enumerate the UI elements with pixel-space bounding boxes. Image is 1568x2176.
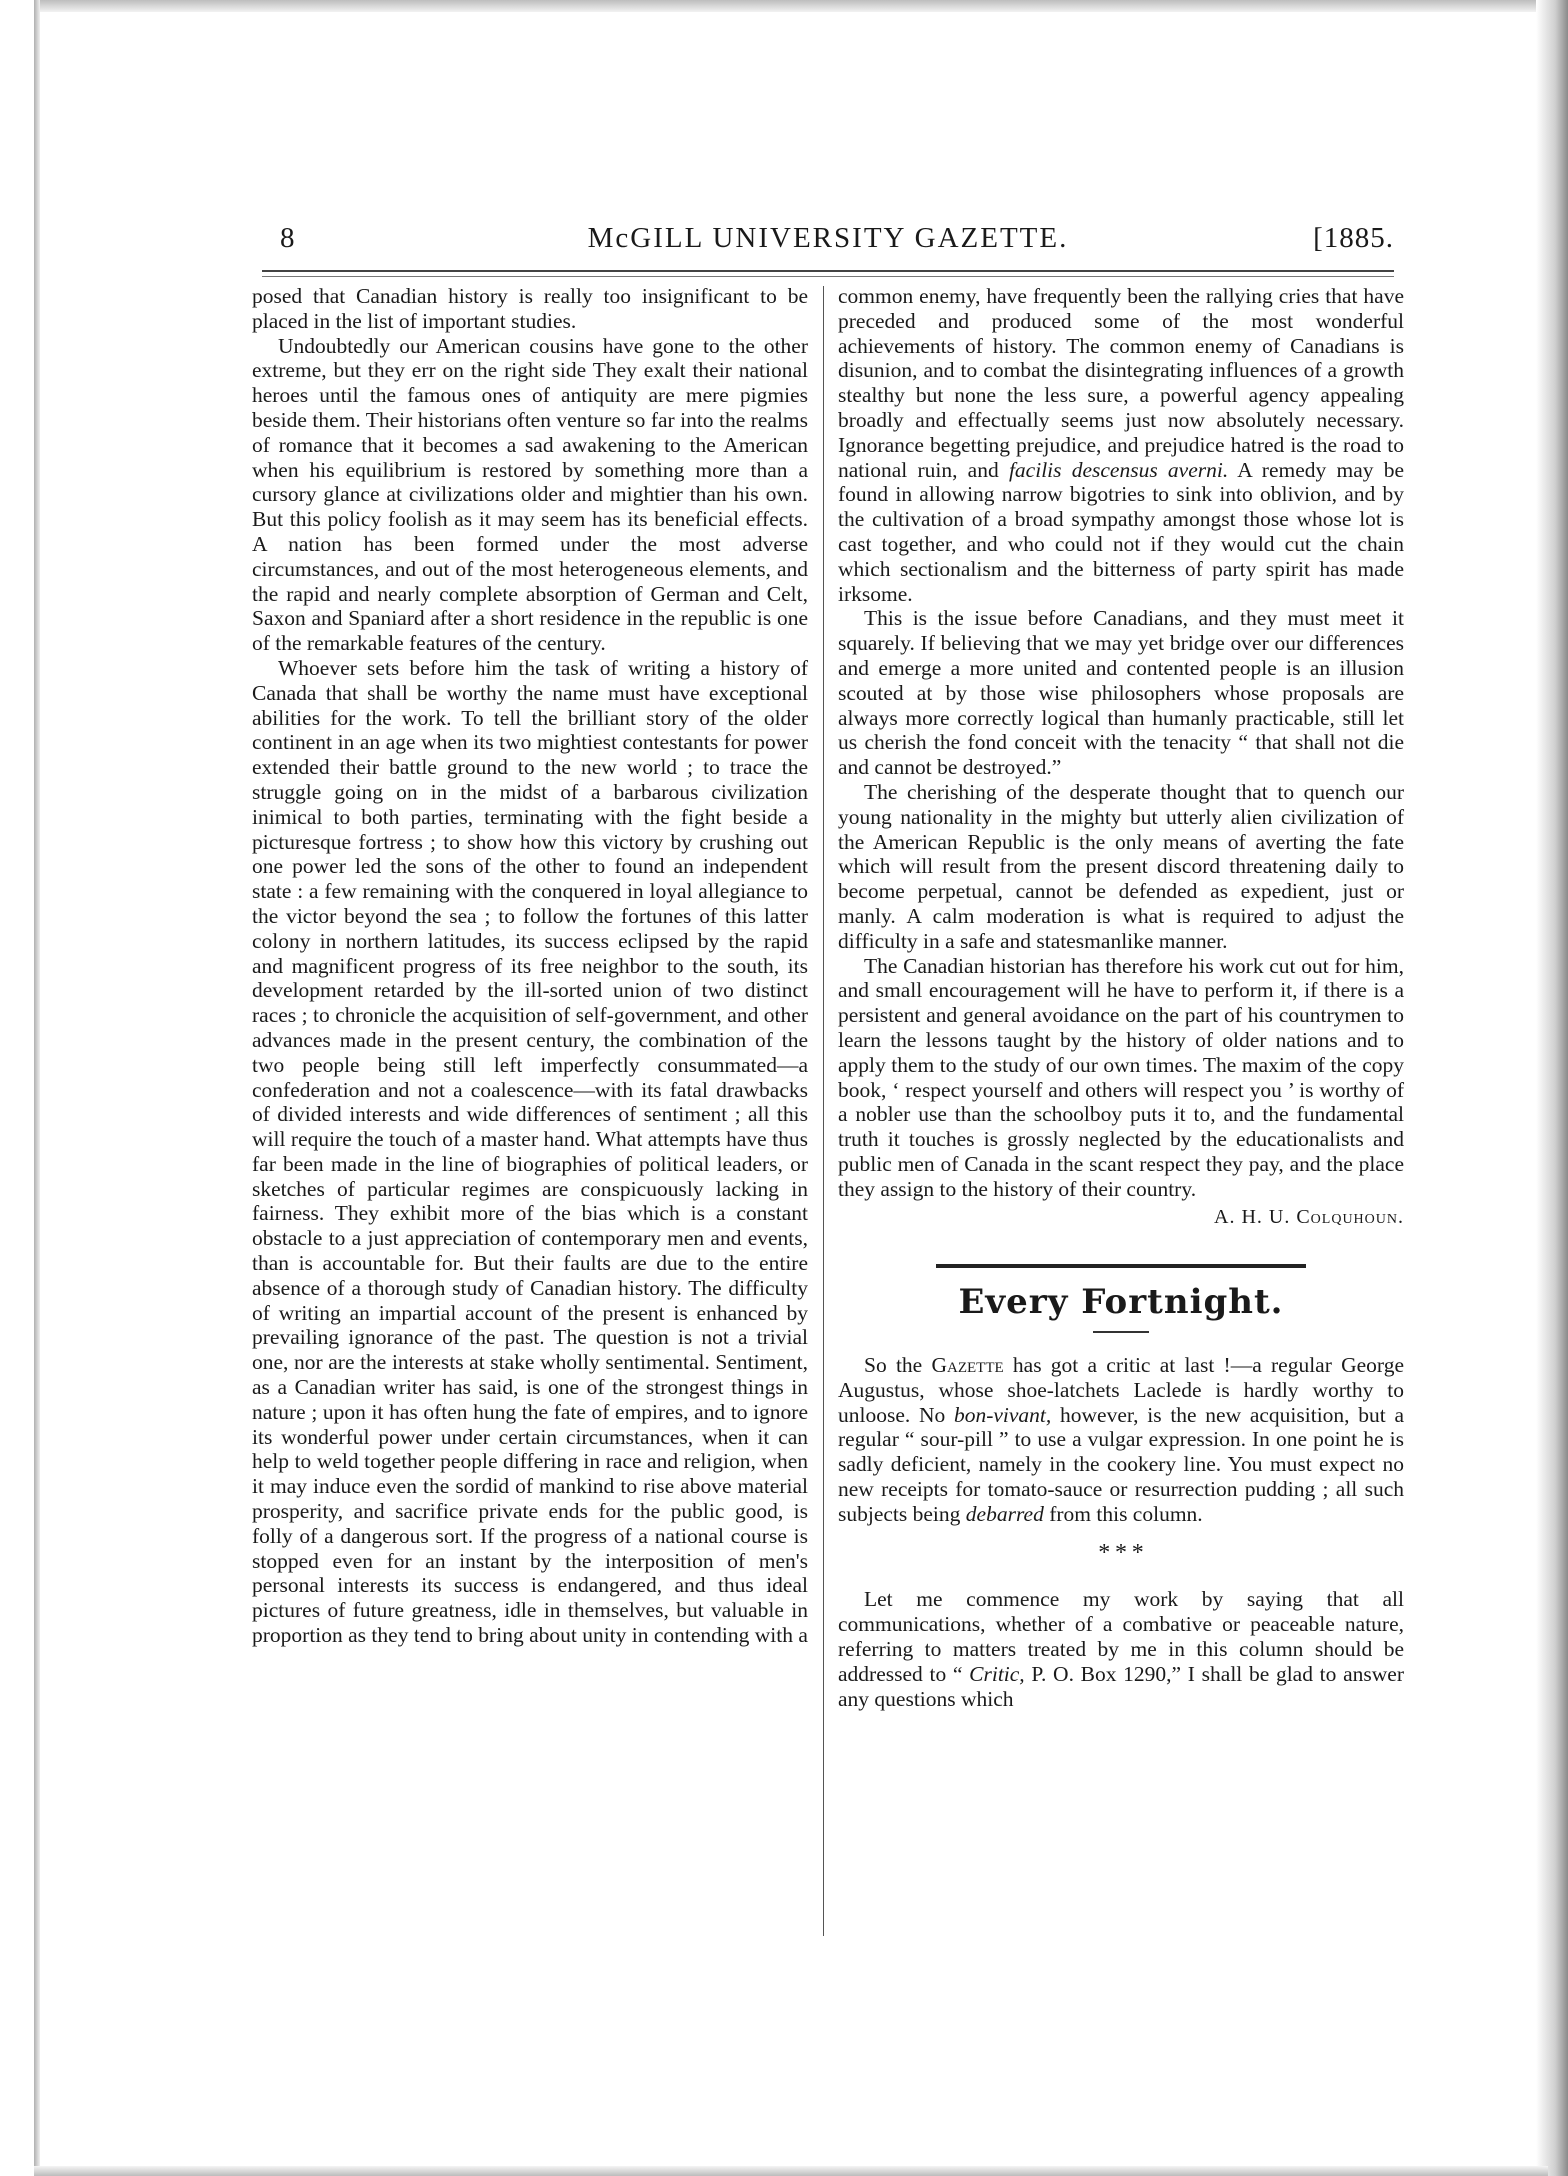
publication-title: McGILL UNIVERSITY GAZETTE.: [587, 222, 1069, 254]
debarred-italic: debarred: [965, 1501, 1044, 1526]
running-header: [262, 222, 1394, 262]
latin-phrase: facilis descensus averni.: [1008, 457, 1229, 482]
left-paragraph-2: Undoubtedly our American cousins have gone to the other extreme, but they err on the right side They exalt their national heroes until the famous ones of antiquity are mere pigmies beside them. Their historians often venture so far into the realms of romance that it becomes a sad awakening to the American when his equilibrium is restored by something more than a cursory glance at civilizations older and mightier than his own. But this policy foolish as it may seem has its beneficial effects. A nation has been formed under the most adverse circumstances, and out of the most heterogeneous elements, and the rapid and nearly complete absorption of German and Celt, Saxon and Spaniard after a short residence in the republic is one of the remarkable features of the century.: [252, 333, 808, 656]
title-underline: [1093, 1331, 1149, 1333]
right-paragraph-1-end: A remedy may be found in allowing narrow bigotries to sink into oblivion, and by the cultivation of a broad sympathy amongst those whose lot is cast together, and who could not if they would cut the chain which sectionalism and the bitterness of party spirit has made irksome.: [838, 457, 1404, 606]
bon-vivant-italic: bon-vivant,: [953, 1402, 1052, 1427]
section-title: Every Fortnight.: [958, 1282, 1284, 1323]
right-column: [838, 284, 1404, 1711]
page-number: 8: [280, 222, 296, 254]
gazette-name: Gazette: [931, 1353, 1004, 1378]
fortnight-paragraph-1: [838, 1353, 1404, 1527]
right-paragraph-1-text: common enemy, have frequently been the rallying cries that have preceded and produced some of the most wonderful achievements of history. The common enemy of Canadians is disunion, and to combat the disintegrating influences of a growth stealthy but none the less sure, a powerful agency appealing broadly and effectually seems just now absolutely necessary. Ignorance begetting prejudice, and prejudice hatred is the road to national ruin, and: [838, 284, 1404, 482]
fortnight-p1-text-c: however, is the new acquisition, but a regular “ sour-pill ” to use a vulgar expression. In one point he is sadly deficient, namely in the cookery line. You must expect no new receipts for tomato-sauce or resurrection pudding ; all such subjects being: [838, 1402, 1404, 1526]
right-paragraph-2: This is the issue before Canadians, and they must meet it squarely. If believing that we may yet bridge over our differences and emerge a more united and contented people is an illusion scouted at by those wise philosophers whose proposals are always more correctly logical than humanly practicable, still let us cherish the fond conceit with the tenacity “ that shall not die and cannot be destroyed.”: [838, 606, 1404, 780]
right-paragraph-3: The cherishing of the desperate thought that to quench our young nationality in the mighty but utterly alien civilization of the American Republic is the only means of averting the fate which will result from the present discord threatening daily to become perpetual, cannot be defended as expedient, just or manly. A calm moderation is what is required to adjust the difficulty in a safe and statesmanlike manner.: [838, 779, 1404, 953]
page-edge-top: [40, 0, 1548, 12]
left-paragraph-3: Whoever sets before him the task of writing a history of Canada that shall be worthy the name must have exceptional abilities for the work. To tell the brilliant story of the older continent in an age when its two mightiest contestants for power extended their battle ground to the new world ; to trace the struggle going on in the midst of a barbarous civilization inimical to both parties, terminating with the fight beside a picturesque fortress ; to show how this victory by crushing out one power led the sons of the other to found an independent state : a few remaining with the conquered in loyal allegiance to the victor beyond the sea ; to follow the fortunes of this latter colony in northern latitudes, its success eclipsed by the rapid and magnificent progress of its free neighbor to the south, its development retarded by the ill-sorted union of two distinct races ; to chronicle the acquisition of self-government, and other advances made in the present century, the combination of the two people being still left imperfectly consummated—a confederation and not a coalescence—with its fatal drawbacks of divided interests and wide differences of sentiment ; all this will require the touch of a master hand. What attempts have thus far been made in the line of biographies of political leaders, or sketches of particular regimes are conspicuously lacking in fairness. They exhibit more of the bias which is a constant obstacle to a just appreciation of contemporary men and events, than is accountable for. But their faults are due to the entire absence of a thorough study of Canadian history. The difficulty of writing an impartial account of the present is enhanced by prevailing ignorance of the past. The question is not a trivial one, nor are the interests at stake wholly sentimental. Sentiment, as a Canadian writer has said, is one of the strongest things in nature ; upon it has often hung the fate of empires, and to ignore its wonderful power under certain circumstances, when it can help to weld together people differing in race and religion, when it may induce even the sordid of mankind to rise above material prosperity, and sacrifice private ends for the public good, is folly of a dangerous sort. If the progress of a national course is stopped even for an instant by the interposition of men's personal interests its success is endangered, and thus ideal pictures of future greatness, idle in themselves, but valuable in proportion as they tend to bring about unity in contending with a: [252, 655, 808, 1648]
fortnight-p1-text-b: has got a critic at last !—a regular George Augustus, whose shoe-latchets Laclede is hardly worthy to unloose. No: [838, 1353, 1404, 1427]
section-divider: [936, 1264, 1306, 1268]
page-edge-right: [1536, 0, 1568, 2176]
asterism: * * *: [1098, 1539, 1144, 1566]
right-paragraph-4: The Canadian historian has therefore his work cut out for him, and small encouragement will he have to perform it, if there is a persistent and general avoidance on the part of his countrymen to learn the lessons taught by the history of older nations and to apply them to the study of our own times. The maxim of the copy book, ‘ respect yourself and others will respect you ’ is worthy of a nobler use than the schoolboy puts it to, and the fundamental truth it touches is grossly neglected by the educationalists and public men of Canada in the scant respect they pay, and the place they assign to the history of their country.: [838, 953, 1404, 1201]
page-edge-left: [34, 0, 40, 2176]
right-paragraph-1: [838, 284, 1404, 606]
fortnight-p2-text-b: P. O. Box 1290,” I shall be glad to answer any questions which: [838, 1661, 1404, 1711]
page-edge-bottom: [34, 2166, 1548, 2176]
left-paragraph-1: posed that Canadian history is really too insignificant to be placed in the list of important studies.: [252, 284, 808, 333]
critic-italic: Critic,: [969, 1661, 1025, 1686]
fortnight-paragraph-2: [838, 1587, 1404, 1711]
fortnight-p1-text-d: from this column.: [1043, 1501, 1203, 1526]
fortnight-p2-text-a: Let me commence my work by saying that all communications, whether of a combative or peaceable nature, referring to matters treated by me in this column should be addressed to “: [838, 1587, 1404, 1686]
fortnight-p1-text-a: So the: [864, 1353, 932, 1378]
column-divider: [823, 286, 824, 1936]
left-column: [252, 284, 808, 1648]
author-signature: A. H. U. Colquhoun.: [1214, 1206, 1404, 1229]
header-rule: [262, 270, 1394, 277]
header-year: [1885.: [1313, 222, 1394, 254]
